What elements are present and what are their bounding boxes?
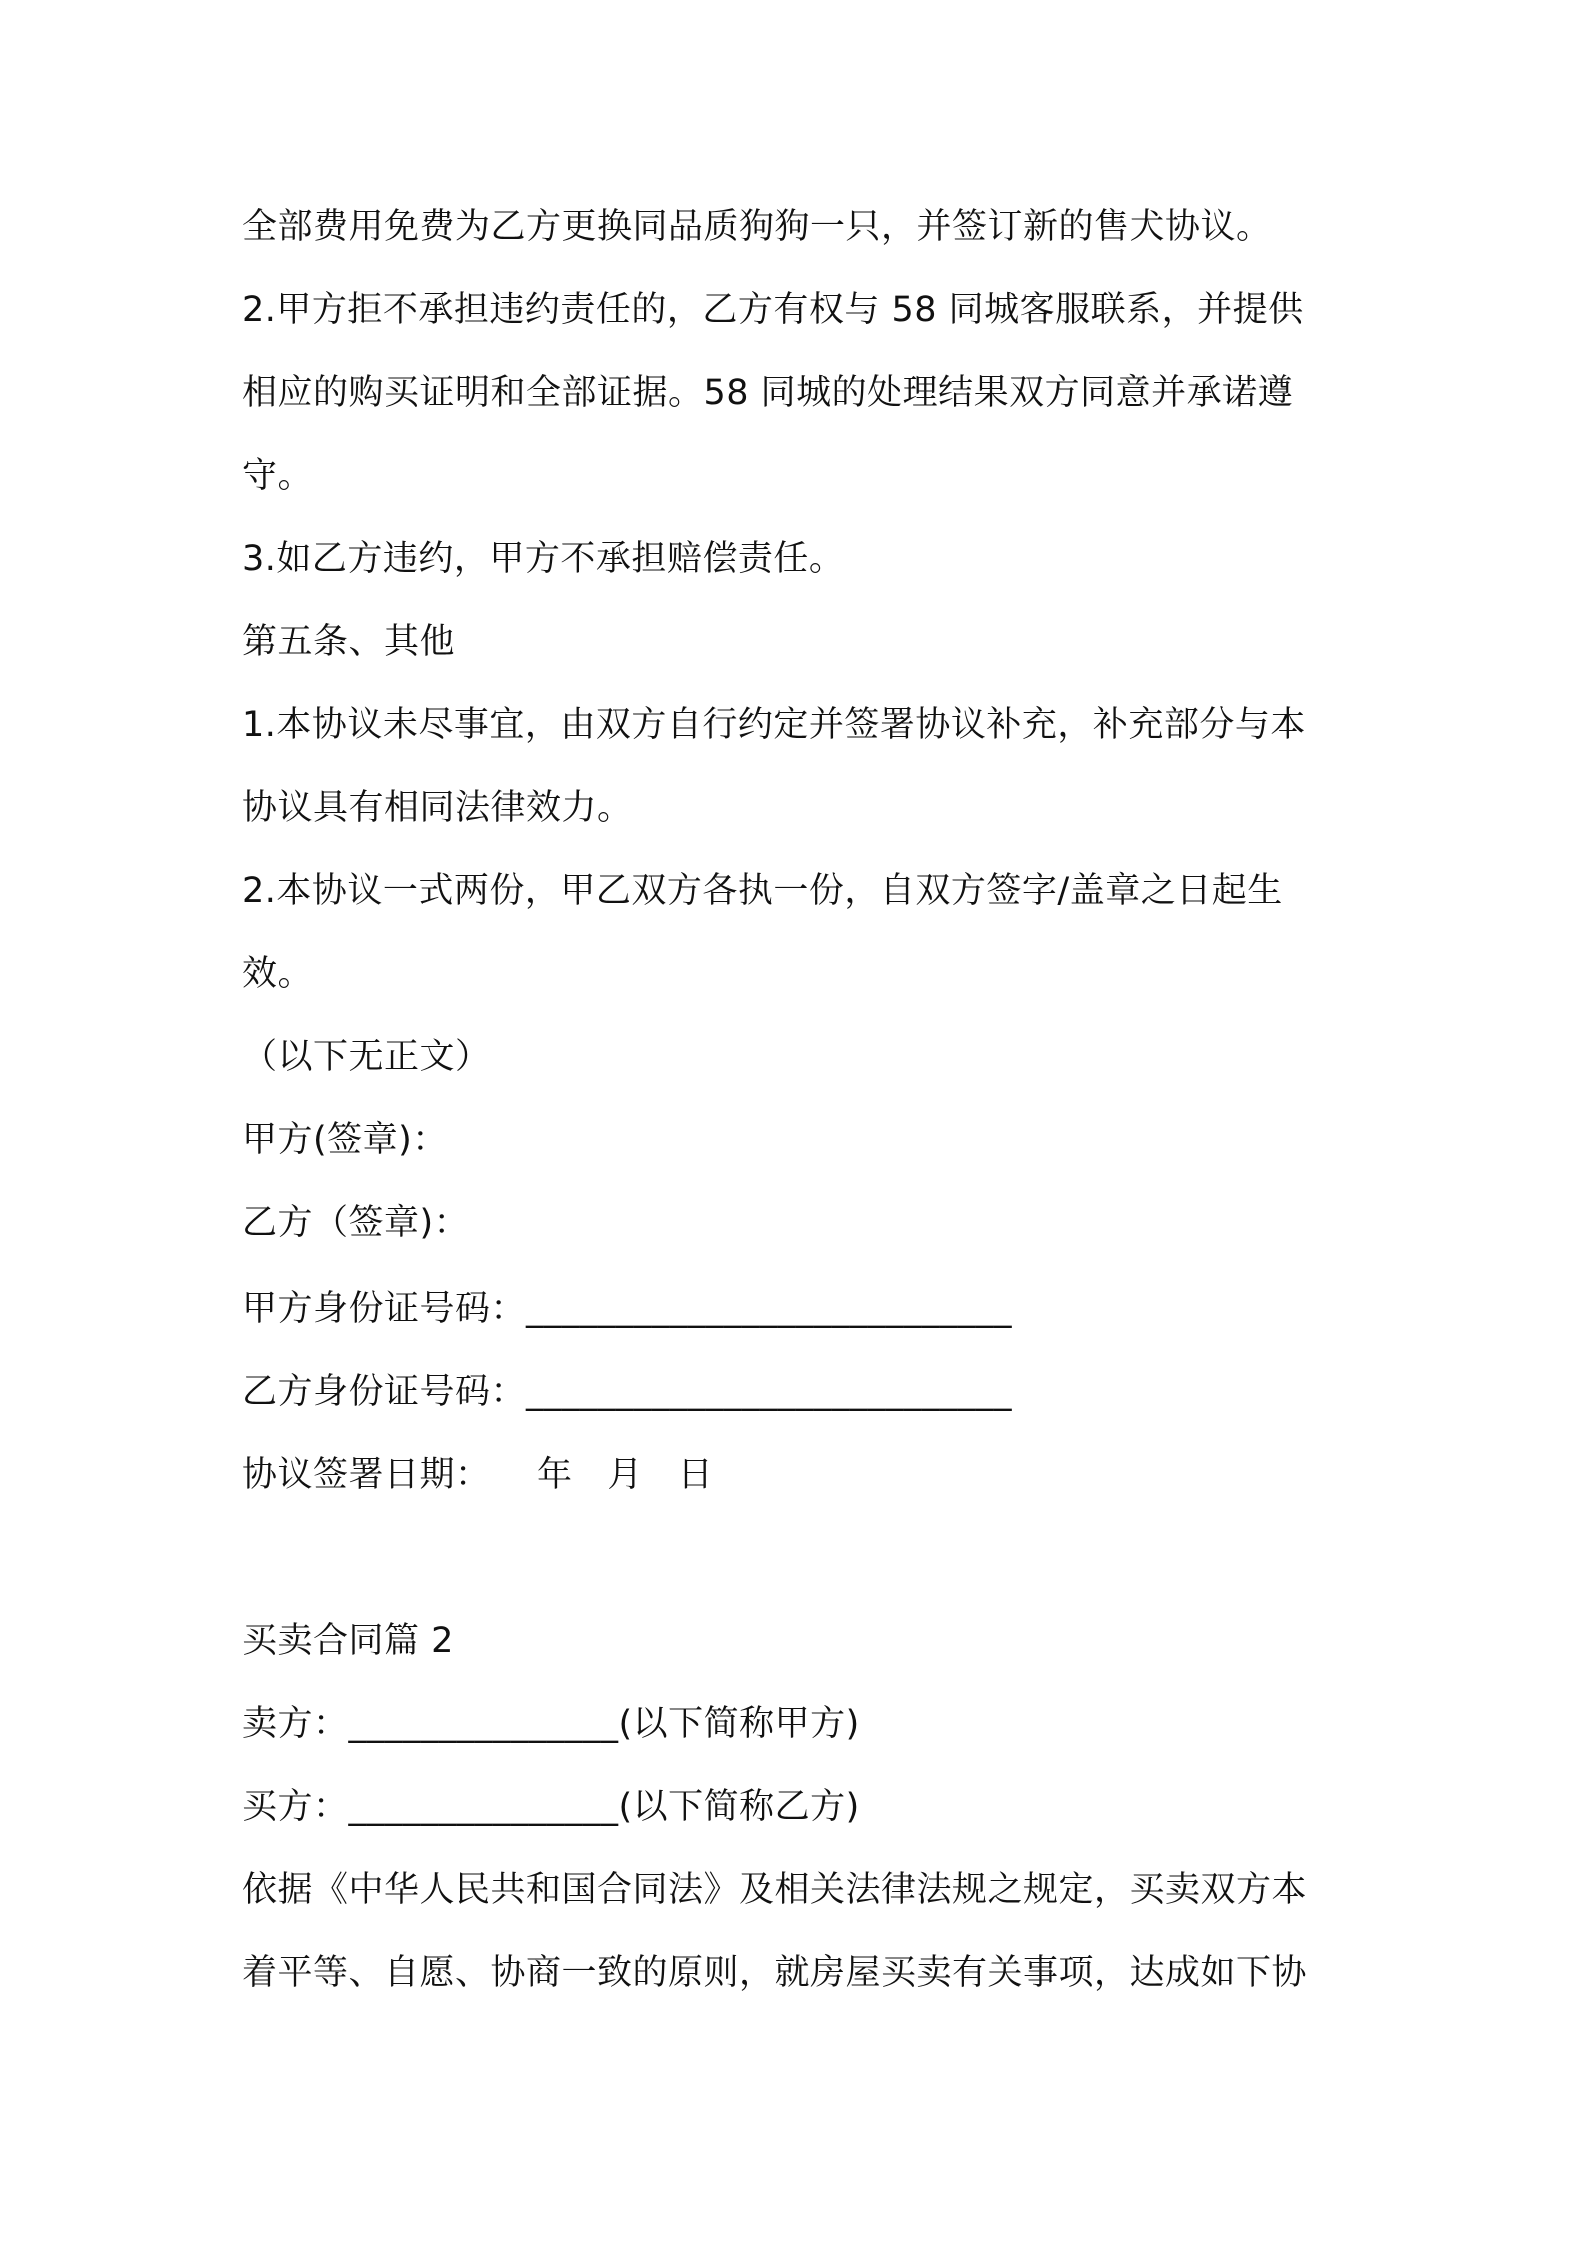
end-of-text-note: （以下无正文） [242,1037,491,1077]
signing-date-line: 协议签署日期： 年 月 日 [242,1455,714,1495]
paragraph-line: 效。 [242,954,314,994]
buyer-line: 买方：_______________(以下简称乙方) [242,1787,860,1827]
paragraph-line: 协议具有相同法律效力。 [242,788,633,828]
seller-line: 卖方：_______________(以下简称甲方) [242,1704,860,1744]
paragraph-line: 2.甲方拒不承担违约责任的，乙方有权与 58 同城客服联系，并提供 [242,290,1304,330]
paragraph-line: 着平等、自愿、协商一致的原则，就房屋买卖有关事项，达成如下协 [242,1953,1308,1993]
paragraph-line: 守。 [242,456,314,496]
paragraph-line: 相应的购买证明和全部证据。58 同城的处理结果双方同意并承诺遵 [242,373,1294,413]
paragraph-line: 全部费用免费为乙方更换同品质狗狗一只，并签订新的售犬协议。 [242,207,1272,247]
paragraph-line: 2.本协议一式两份，甲乙双方各执一份，自双方签字/盖章之日起生 [242,871,1283,911]
paragraph-line: 依据《中华人民共和国合同法》及相关法律法规之规定，买卖双方本 [242,1870,1308,1910]
party-b-signature-line: 乙方（签章)： [242,1203,470,1243]
contract-section-title: 买卖合同篇 2 [242,1621,454,1661]
paragraph-line: 1.本协议未尽事宜，由双方自行约定并签署协议补充，补充部分与本 [242,705,1306,745]
paragraph-line: 3.如乙方违约，甲方不承担赔偿责任。 [242,539,845,579]
party-b-id-number-line: 乙方身份证号码：___________________________ [242,1372,1013,1412]
party-a-id-number-line: 甲方身份证号码：___________________________ [242,1289,1013,1329]
section-heading: 第五条、其他 [242,622,456,662]
party-a-signature-line: 甲方(签章)： [242,1120,448,1160]
